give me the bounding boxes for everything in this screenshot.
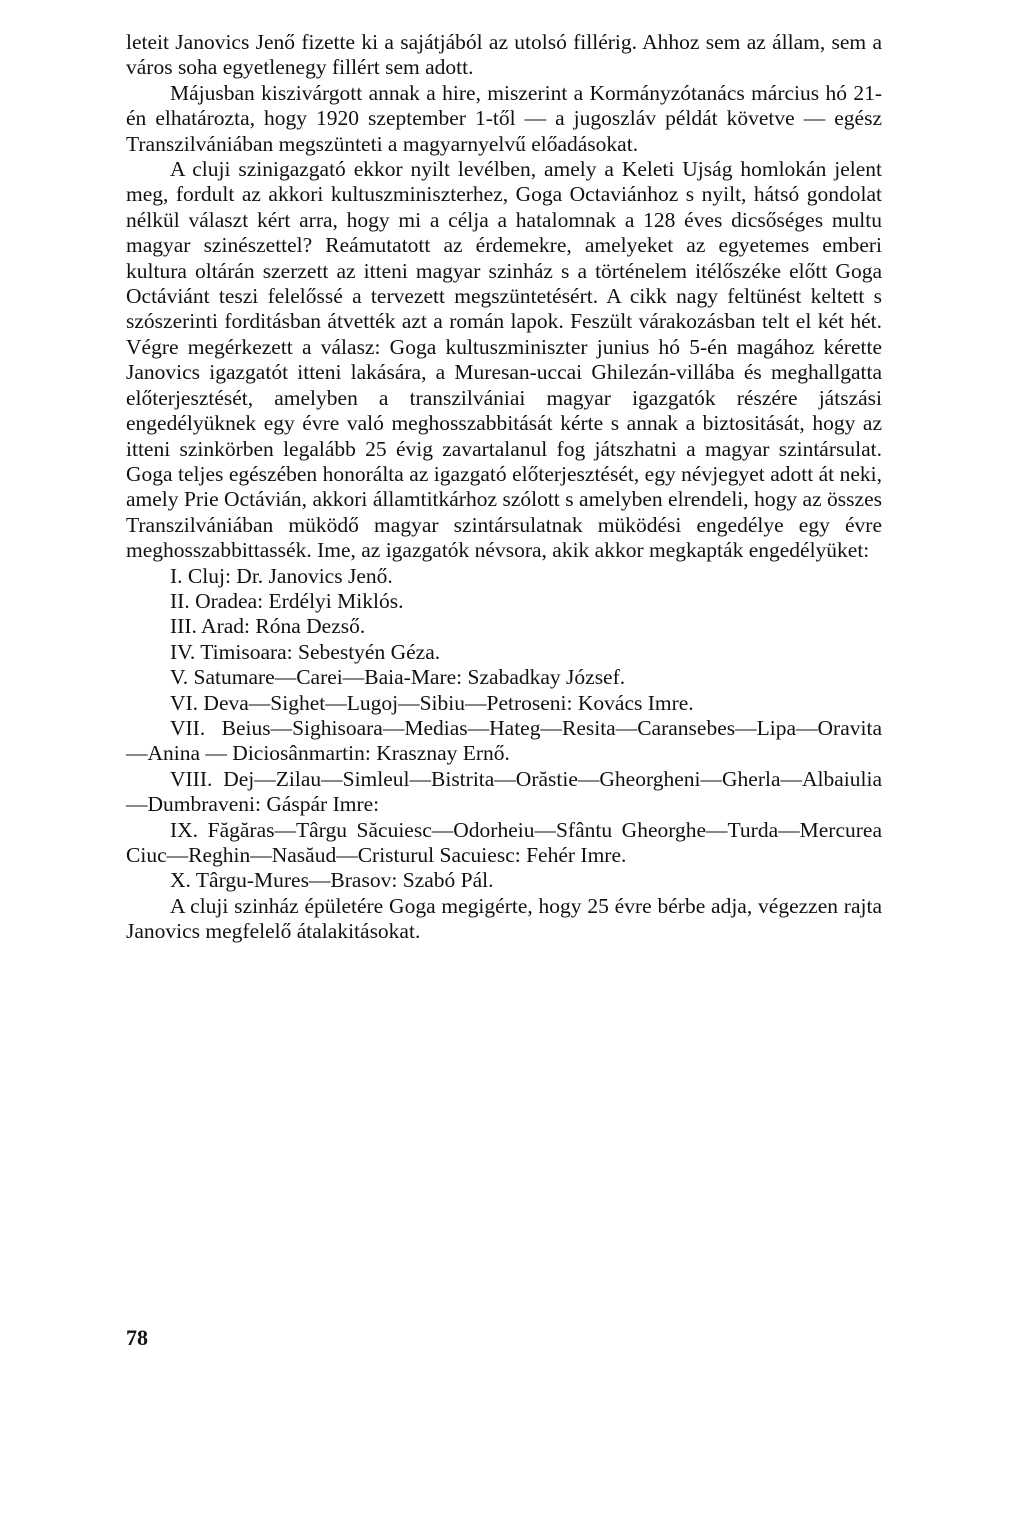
- paragraph-closing: A cluji szinház épületére Goga megigérte, hogy 25 évre bérbe adja, végezzen rajta Janovics megfelelő átalakitásokat.: [126, 893, 882, 944]
- director-item: V. Satumare—Carei—Baia-Mare: Szabadkay József.: [170, 665, 626, 690]
- director-item: X. Târgu-Mures—Brasov: Szabó Pál.: [170, 868, 494, 893]
- director-item: VII. Beius—Sighisoara—Medias—Hateg—Resita—Caransebes—Lipa—Oravita—Anina — Diciosânmartin: Krasznay Ernő.: [126, 715, 882, 766]
- paragraph-continuation: leteit Janovics Jenő fizette ki a sajátjából az utolsó fillérig. Ahhoz sem az állam, sem a város soha egyetlenegy fillért sem adott.: [126, 30, 882, 80]
- page-body: [126, 30, 882, 945]
- paragraph-may-news: Májusban kiszivárgott annak a hire, miszerint a Kormányzótanács március hó 21-én elhatározta, hogy 1920 szeptember 1-től — a jugoszláv példát követve — egész Transzilvániában megszünteti a magyarnyelvű előadásokat.: [126, 80, 882, 156]
- director-item: IX. Făgăras—Târgu Săcuiesc—Odorheiu—Sfântu Gheorghe—Turda—Mercurea Ciuc—Reghin—Nasăud—Cristurul Sacuiesc: Fehér Imre.: [126, 817, 882, 867]
- director-item: VI. Deva—Sighet—Lugoj—Sibiu—Petroseni: Kovács Imre.: [170, 690, 694, 715]
- page-number: 78: [126, 1325, 148, 1350]
- director-item: I. Cluj: Dr. Janovics Jenő.: [170, 563, 393, 588]
- director-item: VIII. Dej—Zilau—Simleul—Bistrita—Orăstie—Gheorgheni—Gherla—Albaiulia—Dumbraveni: Gáspár Imre:: [126, 766, 882, 817]
- director-item: II. Oradea: Erdélyi Miklós.: [170, 588, 404, 613]
- paragraph-open-letter: A cluji szinigazgató ekkor nyilt levélben, amely a Keleti Ujság homlokán jelent meg, fordult az akkori kultuszminiszterhez, Goga Octaviánhoz s nyilt, hátsó gondolat nélkül választ kért arra, hogy mi a célja a hatalomnak a 128 éves dicsőséges multu magyar szinészettel? Reámutatott az érdemekre, amelyeket az egyetemes emberi kultura oltárán szerzett az itteni magyar szinház s a történelem itélőszéke előtt Goga Octáviánt teszi felelőssé a tervezett megszüntetésért. A cikk nagy feltünést keltett s szószerinti forditásban átvették azt a román lapok. Feszült várakozásban telt el két hét. Végre megérkezett a válasz: Goga kultuszminiszter junius hó 5-én magához kérette Janovics igazgatót itteni lakására, a Muresan-uccai Ghilezán-villába és meghallgatta előterjesztését, amelyben a transzilvániai magyar igazgatók részére játszási engedélyüknek egy évre való meghosszabbitását kérte s annak a biztositását, hogy az itteni szinkörben legalább 25 évig zavartalanul fog játszhatni a magyar szintársulat. Goga teljes egészében honorálta az igazgató előterjesztését, egy névjegyet adott át neki, amely Prie Octávián, akkori államtitkárhoz szólott s amelyben elrendeli, hogy az összes Transzilvániában müködő magyar szintársulatnak müködési engedélye egy évre meghosszabbittassék. Ime, az igazgatók névsora, akik akkor megkapták engedélyüket:: [126, 157, 882, 563]
- director-item: III. Arad: Róna Dezső.: [170, 614, 366, 639]
- director-list: [126, 564, 882, 894]
- director-item: IV. Timisoara: Sebestyén Géza.: [170, 639, 441, 664]
